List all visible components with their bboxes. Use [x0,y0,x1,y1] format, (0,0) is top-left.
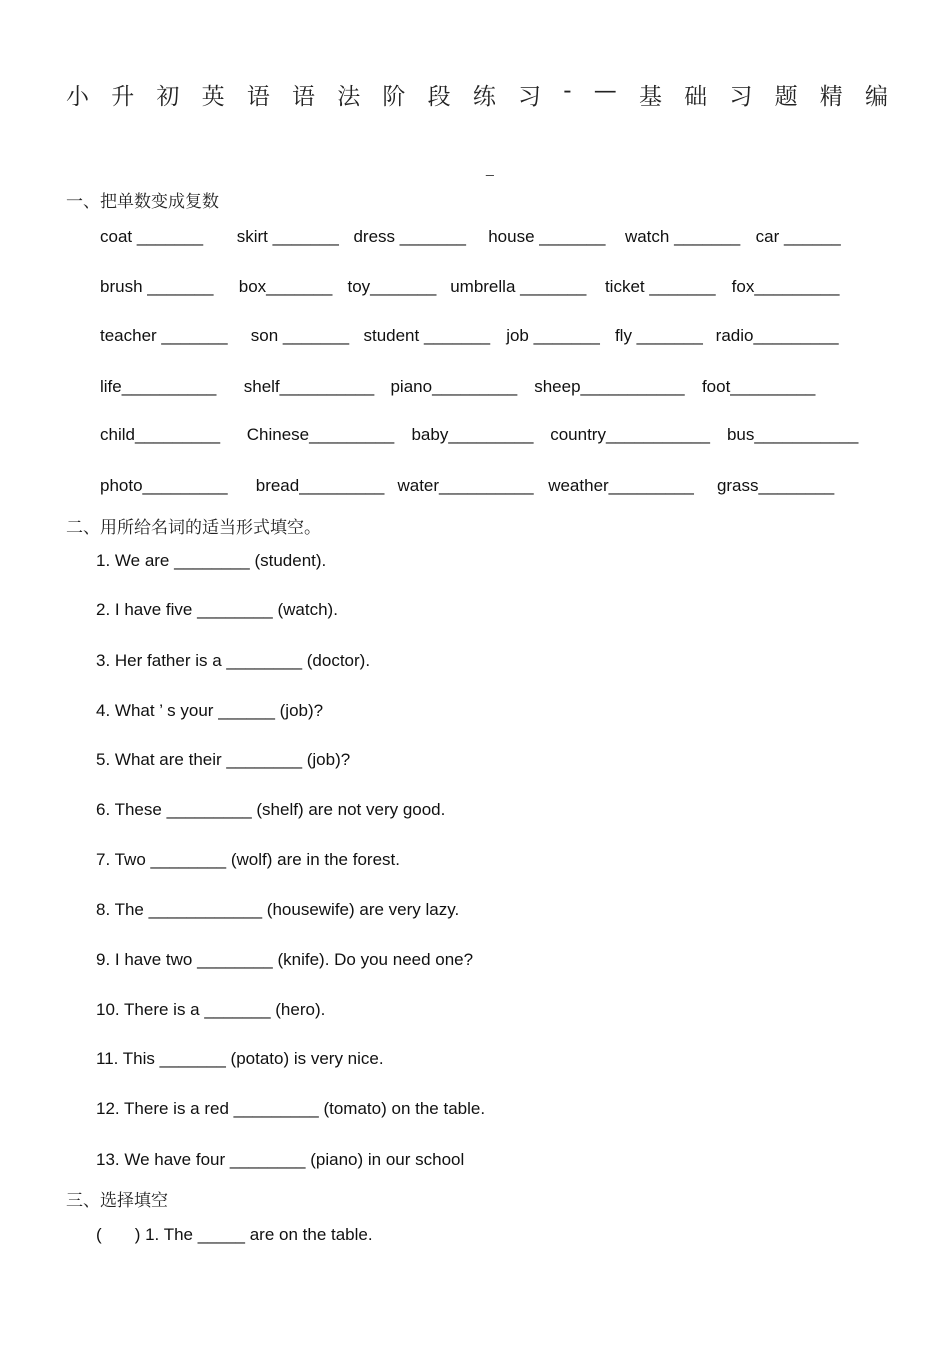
word-item: photo_________ [100,476,228,495]
word-item: job _______ [506,326,600,345]
title-char: 法 [337,84,361,110]
word-item: dress _______ [353,227,466,246]
title-char: 础 [684,84,708,110]
question-item: 8. The ____________ (housewife) are very lazy. [96,900,460,919]
title-char: 语 [246,84,270,110]
title-char: 小 [66,84,89,110]
word-item: box_______ [238,277,333,296]
word-item: weather_________ [548,476,694,495]
word-item: skirt _______ [236,227,339,246]
plural-row-2 [100,277,839,297]
word-item: umbrella _______ [450,277,587,296]
word-item: coat _______ [100,227,204,246]
page-title [66,78,888,111]
word-item: sheep___________ [534,377,685,396]
title-char: — [593,78,617,104]
word-item: radio_________ [715,326,839,345]
title-char: 英 [201,84,225,110]
word-item: baby_________ [411,425,534,444]
question-item: 2. I have five ________ (watch). [96,600,338,619]
word-item: brush _______ [100,277,214,296]
question-item: 7. Two ________ (wolf) are in the forest. [96,850,400,869]
title-char: 练 [472,84,496,110]
word-item: ticket _______ [604,277,716,296]
word-item: Chinese_________ [246,425,395,444]
word-item: toy_______ [347,277,437,296]
word-item: shelf__________ [243,377,375,396]
question-item: 1. We are ________ (student). [96,551,327,570]
title-char: 段 [427,84,451,110]
question-item: 5. What are their ________ (job)? [96,750,351,769]
word-item: son _______ [250,326,350,345]
word-item: fly _______ [614,326,703,345]
question-item: 13. We have four ________ (piano) in our school [96,1150,465,1169]
title-char: - [563,78,572,104]
question-item: 9. I have two ________ (knife). Do you need one? [96,950,474,969]
title-char: 初 [156,84,180,110]
word-item: foot_________ [701,377,816,396]
word-item: fox_________ [731,277,840,296]
title-char: 习 [729,84,753,110]
plural-row-4 [100,377,815,397]
plural-row-3 [100,326,839,346]
question-item: 3. Her father is a ________ (doctor). [96,651,371,670]
question-item: 11. This _______ (potato) is very nice. [96,1049,384,1068]
title-char: 编 [864,84,888,110]
title-char: 语 [292,84,316,110]
word-item: car ______ [755,227,841,246]
word-item: student _______ [363,326,491,345]
word-item: country___________ [550,425,710,444]
word-item: watch _______ [624,227,741,246]
section-3-heading: 三、选择填空 [66,1191,168,1211]
title-char: 精 [819,84,843,110]
plural-row-1 [100,227,841,247]
question-item: 6. These _________ (shelf) are not very good. [96,800,446,819]
choice-item: ( ) 1. The _____ are on the table. [96,1225,373,1244]
word-item: house _______ [488,227,606,246]
question-item: 4. What ’ s your ______ (job)? [96,701,324,720]
section-1-heading: 一、把单数变成复数 [66,192,219,212]
word-item: bread_________ [255,476,385,495]
word-item: life__________ [100,377,217,396]
title-char: 题 [774,84,798,110]
title-char: 升 [111,84,135,110]
word-item: grass________ [716,476,835,495]
plural-row-6 [100,476,834,496]
word-item: piano_________ [390,377,518,396]
plural-row-5 [100,425,858,445]
title-char: 习 [518,84,542,110]
word-item: water__________ [397,476,534,495]
question-item: 12. There is a red _________ (tomato) on the table. [96,1099,486,1118]
word-item: bus___________ [726,425,859,444]
word-item: child_________ [100,425,221,444]
word-item: teacher _______ [100,326,228,345]
question-item: 10. There is a _______ (hero). [96,1000,326,1019]
section-2-heading: 二、用所给名词的适当形式填空。 [66,518,321,538]
title-char: 基 [638,84,662,110]
subtitle-mark: _ [486,160,494,176]
title-char: 阶 [382,84,406,110]
